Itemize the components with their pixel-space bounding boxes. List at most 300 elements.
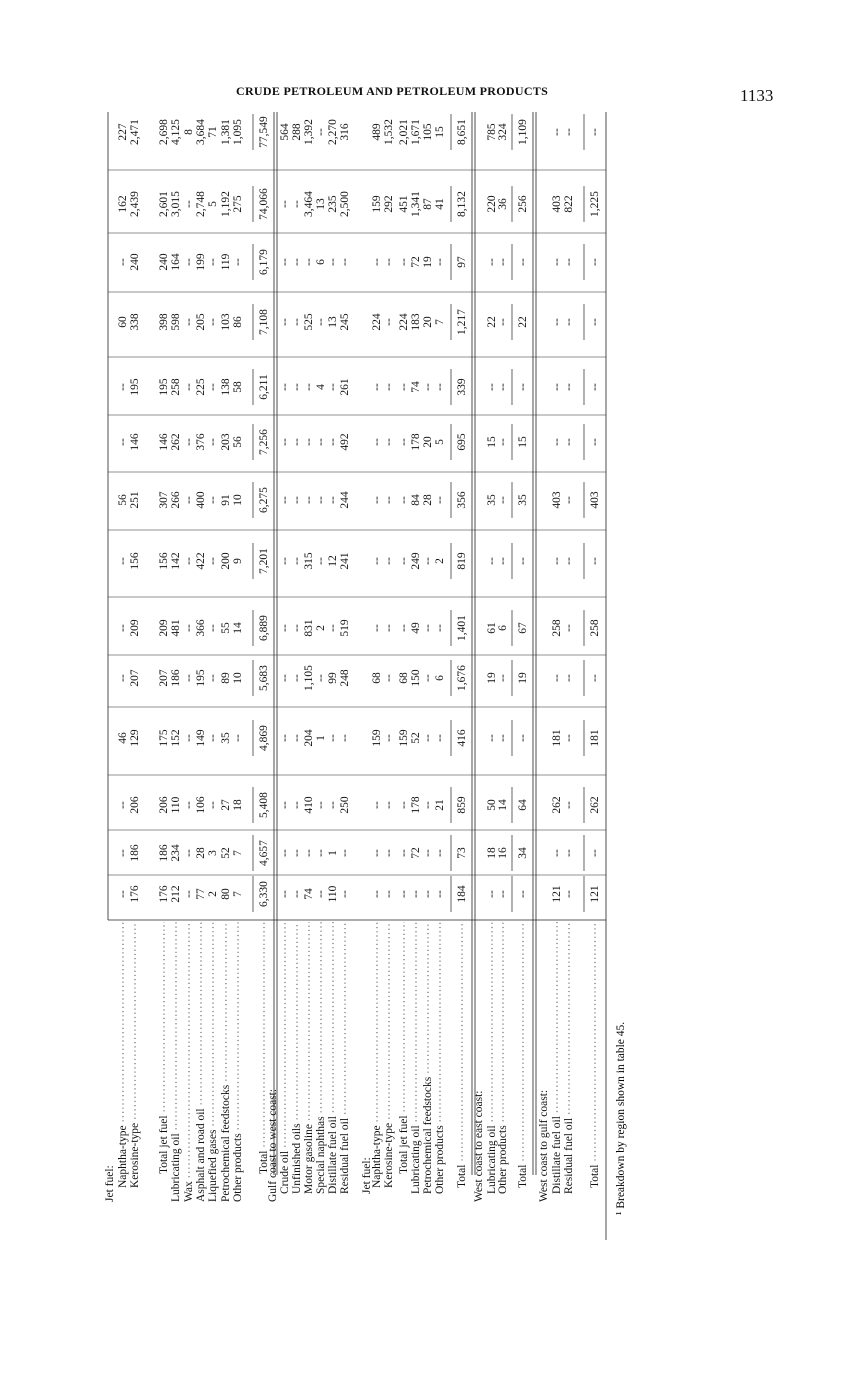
table-cell: 142 bbox=[170, 552, 182, 570]
table-cell: -- bbox=[315, 674, 327, 682]
table-cell: 146 bbox=[158, 433, 170, 451]
table-cell: 7,256 bbox=[258, 429, 270, 455]
table-cell: -- bbox=[434, 734, 446, 742]
table-cell: 266 bbox=[170, 491, 182, 509]
table-cell: 598 bbox=[170, 313, 182, 331]
table-cell: 15 bbox=[517, 436, 529, 448]
table-cell: 206 bbox=[129, 796, 141, 814]
table-cell: -- bbox=[117, 383, 129, 391]
table-row bbox=[383, 119, 395, 1188]
table-cell: -- bbox=[279, 383, 291, 391]
table-cell: -- bbox=[434, 890, 446, 898]
table-cell: 6 bbox=[315, 259, 327, 265]
table-cell: -- bbox=[303, 383, 315, 391]
row-label: Total bbox=[517, 1164, 529, 1188]
table-cell: -- bbox=[434, 258, 446, 266]
table-cell: -- bbox=[497, 258, 509, 266]
table-cell: -- bbox=[497, 674, 509, 682]
table-cell: -- bbox=[486, 734, 498, 742]
table-row bbox=[422, 123, 434, 1194]
table-cell: -- bbox=[398, 383, 410, 391]
row-label: Total jet fuel bbox=[398, 1115, 410, 1174]
table-row bbox=[512, 114, 529, 1188]
table-cell: 119 bbox=[220, 253, 232, 271]
table-cell: 186 bbox=[129, 844, 141, 862]
table-row bbox=[170, 119, 182, 1202]
table-cell: 35 bbox=[220, 732, 232, 744]
table-cell: 519 bbox=[339, 619, 351, 637]
table-cell: -- bbox=[303, 849, 315, 857]
table-cell: -- bbox=[383, 624, 395, 632]
table-cell: -- bbox=[291, 674, 303, 682]
table-cell: 403 bbox=[551, 491, 563, 509]
table-cell: 2,500 bbox=[339, 191, 351, 217]
table-cell: -- bbox=[486, 557, 498, 565]
table-cell: 121 bbox=[551, 885, 563, 903]
table-cell: 99 bbox=[327, 672, 339, 684]
row-label: Jet fuel: bbox=[104, 1165, 116, 1202]
table-cell: 489 bbox=[371, 123, 383, 141]
table-cell: 256 bbox=[517, 195, 529, 213]
table-cell: 2,021 bbox=[398, 119, 410, 145]
table-cell: -- bbox=[398, 438, 410, 446]
table-cell: 481 bbox=[170, 619, 182, 637]
table-cell: -- bbox=[117, 438, 129, 446]
table-cell: -- bbox=[183, 849, 195, 857]
table-cell: -- bbox=[291, 849, 303, 857]
table-cell: -- bbox=[371, 849, 383, 857]
table-cell: 181 bbox=[551, 729, 563, 747]
row-label: Special naphthas bbox=[315, 1116, 327, 1194]
table-cell: 2 bbox=[207, 891, 219, 897]
table-cell: -- bbox=[371, 496, 383, 504]
table-cell: -- bbox=[589, 383, 601, 391]
table-cell: 398 bbox=[158, 313, 170, 331]
table-cell: 6 bbox=[434, 675, 446, 681]
table-cell: -- bbox=[517, 557, 529, 565]
table-cell: 19 bbox=[486, 672, 498, 684]
table-cell: -- bbox=[207, 674, 219, 682]
table-cell: 1 bbox=[327, 850, 339, 856]
table-cell: 41 bbox=[434, 198, 446, 210]
table-cell: -- bbox=[327, 624, 339, 632]
table-cell: 56 bbox=[117, 494, 129, 506]
row-label: Naphtha-type bbox=[117, 1125, 129, 1188]
table-cell: -- bbox=[183, 890, 195, 898]
table-cell: 2 bbox=[315, 625, 327, 631]
table-cell: 15 bbox=[434, 126, 446, 138]
table-cell: 206 bbox=[158, 796, 170, 814]
table-cell: -- bbox=[183, 496, 195, 504]
table-cell: 1,381 bbox=[220, 119, 232, 145]
table-cell: -- bbox=[207, 734, 219, 742]
table-cell: 68 bbox=[371, 672, 383, 684]
table-cell: 207 bbox=[158, 669, 170, 687]
table-cell: -- bbox=[371, 890, 383, 898]
table-cell: 52 bbox=[410, 732, 422, 744]
table-cell: 1,392 bbox=[303, 119, 315, 145]
table-cell: 859 bbox=[456, 796, 468, 814]
table-cell: -- bbox=[279, 200, 291, 208]
table-cell: -- bbox=[291, 438, 303, 446]
table-cell: 72 bbox=[410, 256, 422, 268]
table-row bbox=[551, 128, 563, 1194]
table-cell: -- bbox=[383, 496, 395, 504]
table-cell: -- bbox=[315, 438, 327, 446]
table-cell: 13 bbox=[327, 316, 339, 328]
table-cell: -- bbox=[339, 849, 351, 857]
table-cell: -- bbox=[398, 496, 410, 504]
table-cell: 71 bbox=[207, 126, 219, 138]
table-cell: -- bbox=[589, 438, 601, 446]
table-cell: -- bbox=[291, 200, 303, 208]
table-cell: -- bbox=[398, 801, 410, 809]
table-cell: 1,109 bbox=[517, 119, 529, 145]
table-cell: 2,471 bbox=[129, 119, 141, 145]
table-cell: -- bbox=[563, 624, 575, 632]
table-cell: -- bbox=[589, 318, 601, 326]
table-cell: 7,201 bbox=[258, 548, 270, 574]
table-cell: 209 bbox=[158, 619, 170, 637]
table-cell: 199 bbox=[195, 253, 207, 271]
table-cell: 14 bbox=[232, 622, 244, 634]
table-cell: -- bbox=[291, 734, 303, 742]
row-label: Unfinished oils bbox=[291, 1123, 303, 1194]
table-cell: 18 bbox=[486, 847, 498, 859]
table-cell: 162 bbox=[117, 195, 129, 213]
table-cell: 164 bbox=[170, 253, 182, 271]
table-cell: -- bbox=[315, 318, 327, 326]
table-cell: 338 bbox=[129, 313, 141, 331]
table-cell: -- bbox=[303, 258, 315, 266]
table-cell: 249 bbox=[410, 552, 422, 570]
row-label: Distillate fuel oil bbox=[551, 1116, 563, 1194]
table-cell: 18 bbox=[232, 799, 244, 811]
table-row bbox=[195, 119, 207, 1202]
table-cell: 525 bbox=[303, 313, 315, 331]
table-cell: -- bbox=[589, 557, 601, 565]
table-cell: -- bbox=[117, 674, 129, 682]
table-cell: -- bbox=[117, 801, 129, 809]
table-row bbox=[486, 123, 498, 1194]
table-cell: -- bbox=[434, 496, 446, 504]
table-cell: 6,211 bbox=[258, 374, 270, 400]
table-cell: -- bbox=[207, 557, 219, 565]
table-cell: -- bbox=[551, 557, 563, 565]
table-cell: 3,464 bbox=[303, 191, 315, 217]
table-cell: -- bbox=[279, 624, 291, 632]
table-cell: -- bbox=[398, 849, 410, 857]
table-cell: 64 bbox=[517, 799, 529, 811]
table-cell: 10 bbox=[232, 494, 244, 506]
table-cell: 159 bbox=[371, 729, 383, 747]
table-cell: 6 bbox=[497, 625, 509, 631]
table-cell: 307 bbox=[158, 491, 170, 509]
table-cell: 103 bbox=[220, 313, 232, 331]
table-row bbox=[291, 123, 303, 1194]
table-cell: -- bbox=[327, 383, 339, 391]
table-cell: -- bbox=[207, 801, 219, 809]
table-cell: -- bbox=[117, 624, 129, 632]
table-cell: 205 bbox=[195, 313, 207, 331]
row-label: Other products bbox=[434, 1125, 446, 1194]
table-row bbox=[207, 126, 219, 1202]
row-label: Kerosine-type bbox=[383, 1122, 395, 1188]
row-label: Lubricating oil bbox=[410, 1125, 422, 1194]
table-cell: 403 bbox=[589, 491, 601, 509]
table-cell: -- bbox=[315, 128, 327, 136]
table-cell: 2,748 bbox=[195, 191, 207, 217]
table-cell: 376 bbox=[195, 433, 207, 451]
table-cell: 46 bbox=[117, 732, 129, 744]
row-label: Lubricating oil bbox=[486, 1125, 498, 1194]
table-cell: 87 bbox=[422, 198, 434, 210]
table-cell: 695 bbox=[456, 433, 468, 451]
table-cell: 129 bbox=[129, 729, 141, 747]
table-cell: 209 bbox=[129, 619, 141, 637]
table-cell: 19 bbox=[422, 256, 434, 268]
table-cell: 60 bbox=[117, 316, 129, 328]
row-label: Jet fuel: bbox=[361, 1157, 373, 1194]
row-label: Naphtha-type bbox=[371, 1125, 383, 1188]
table-cell: -- bbox=[383, 258, 395, 266]
table-cell: 74,066 bbox=[258, 188, 270, 220]
table-cell: 21 bbox=[434, 799, 446, 811]
table-cell: 181 bbox=[589, 729, 601, 747]
table-cell: -- bbox=[327, 438, 339, 446]
table-cell: 1,105 bbox=[303, 665, 315, 691]
table-cell: 292 bbox=[383, 195, 395, 213]
table-cell: -- bbox=[232, 734, 244, 742]
table-cell: 156 bbox=[129, 552, 141, 570]
table-cell: -- bbox=[563, 383, 575, 391]
table-cell: 1 bbox=[315, 735, 327, 741]
table-cell: -- bbox=[563, 890, 575, 898]
table-cell: 200 bbox=[220, 552, 232, 570]
table-cell: -- bbox=[398, 890, 410, 898]
table-cell: 89 bbox=[220, 672, 232, 684]
table-cell: 35 bbox=[517, 494, 529, 506]
table-cell: 224 bbox=[398, 313, 410, 331]
table-cell: 224 bbox=[371, 313, 383, 331]
table-cell: 73 bbox=[456, 847, 468, 859]
table-cell: 12 bbox=[327, 555, 339, 567]
table-cell: 146 bbox=[129, 433, 141, 451]
table-cell: -- bbox=[434, 849, 446, 857]
table-cell: 3 bbox=[207, 850, 219, 856]
table-cell: 74 bbox=[303, 888, 315, 900]
table-cell: 77 bbox=[195, 888, 207, 900]
table-row bbox=[117, 123, 129, 1188]
table-row bbox=[232, 119, 244, 1202]
table-row bbox=[497, 123, 509, 1194]
table-cell: 67 bbox=[517, 622, 529, 634]
row-label: Other products bbox=[497, 1125, 509, 1194]
table-cell: -- bbox=[551, 128, 563, 136]
table-cell: 195 bbox=[129, 378, 141, 396]
table-cell: 1,532 bbox=[383, 119, 395, 145]
table-cell: 186 bbox=[158, 844, 170, 862]
table-cell: 22 bbox=[486, 316, 498, 328]
table-cell: -- bbox=[291, 258, 303, 266]
table-row bbox=[158, 119, 170, 1174]
table-cell: 416 bbox=[456, 729, 468, 747]
row-label: Liquefied gases bbox=[207, 1129, 219, 1202]
table-cell: -- bbox=[551, 849, 563, 857]
table-cell: -- bbox=[117, 557, 129, 565]
table-cell: 831 bbox=[303, 619, 315, 637]
footnote: ¹ Breakdown by region shown in table 45. bbox=[615, 1021, 627, 1215]
table-cell: 72 bbox=[410, 847, 422, 859]
table-cell: 366 bbox=[195, 619, 207, 637]
table-cell: 8,651 bbox=[456, 119, 468, 145]
table-cell: 50 bbox=[486, 799, 498, 811]
table-cell: 91 bbox=[220, 494, 232, 506]
table-cell: -- bbox=[303, 496, 315, 504]
table-cell: 400 bbox=[195, 491, 207, 509]
table-cell: -- bbox=[517, 383, 529, 391]
table-cell: -- bbox=[551, 258, 563, 266]
table-row bbox=[183, 129, 195, 1202]
row-label: Wax bbox=[183, 1181, 195, 1202]
table-cell: 410 bbox=[303, 796, 315, 814]
row-label: Kerosine-type bbox=[129, 1122, 141, 1188]
table-cell: -- bbox=[486, 890, 498, 898]
row-label: Total jet fuel bbox=[158, 1115, 170, 1174]
table-row bbox=[129, 119, 141, 1188]
table-cell: -- bbox=[589, 258, 601, 266]
table-cell: -- bbox=[383, 674, 395, 682]
table-row bbox=[584, 114, 601, 1188]
table-cell: 1,341 bbox=[410, 191, 422, 217]
table-cell: 84 bbox=[410, 494, 422, 506]
table-cell: -- bbox=[517, 258, 529, 266]
table-cell: 97 bbox=[456, 256, 468, 268]
table-cell: -- bbox=[291, 318, 303, 326]
table-cell: 5,683 bbox=[258, 665, 270, 691]
table-cell: -- bbox=[279, 674, 291, 682]
table-cell: 244 bbox=[339, 491, 351, 509]
table-cell: 819 bbox=[456, 552, 468, 570]
row-label: Lubricating oil bbox=[170, 1133, 182, 1202]
table-cell: 186 bbox=[170, 669, 182, 687]
table-cell: 2 bbox=[434, 558, 446, 564]
table-cell: 324 bbox=[497, 123, 509, 141]
row-label: Crude oil bbox=[279, 1150, 291, 1194]
table-cell: 86 bbox=[232, 316, 244, 328]
table-cell: -- bbox=[117, 258, 129, 266]
table-cell: 3,015 bbox=[170, 191, 182, 217]
table-cell: 28 bbox=[195, 847, 207, 859]
table-cell: 27 bbox=[220, 799, 232, 811]
table-cell: -- bbox=[327, 801, 339, 809]
table-cell: 1,217 bbox=[456, 309, 468, 335]
table-cell: -- bbox=[422, 890, 434, 898]
table-row bbox=[538, 1090, 550, 1202]
table-cell: 4 bbox=[315, 384, 327, 390]
table-body bbox=[104, 114, 601, 1202]
table-cell: -- bbox=[183, 318, 195, 326]
table-cell: -- bbox=[291, 890, 303, 898]
table-cell: 235 bbox=[327, 195, 339, 213]
table-cell: -- bbox=[410, 890, 422, 898]
table-cell: 316 bbox=[339, 123, 351, 141]
table-cell: 61 bbox=[486, 622, 498, 634]
row-label: Residual fuel oil bbox=[563, 1117, 575, 1194]
table-cell: -- bbox=[183, 438, 195, 446]
table-cell: 36 bbox=[497, 198, 509, 210]
table-cell: 212 bbox=[170, 885, 182, 903]
table-row bbox=[434, 126, 446, 1194]
table-cell: 178 bbox=[410, 433, 422, 451]
table-cell: 4,125 bbox=[170, 119, 182, 145]
table-cell: 258 bbox=[551, 619, 563, 637]
table-cell: 6,179 bbox=[258, 249, 270, 275]
table-cell: 203 bbox=[220, 433, 232, 451]
table-cell: 6,275 bbox=[258, 487, 270, 513]
table-cell: -- bbox=[486, 258, 498, 266]
row-label: Total bbox=[456, 1164, 468, 1188]
table-cell: -- bbox=[291, 624, 303, 632]
table-cell: -- bbox=[398, 557, 410, 565]
table-cell: 240 bbox=[158, 253, 170, 271]
table-cell: 8,132 bbox=[456, 191, 468, 217]
table-cell: 204 bbox=[303, 729, 315, 747]
table-cell: -- bbox=[383, 318, 395, 326]
table-cell: -- bbox=[117, 890, 129, 898]
table-cell: 56 bbox=[232, 436, 244, 448]
row-label: Petrochemical feedstocks bbox=[220, 1084, 232, 1202]
table-cell: 1,676 bbox=[456, 665, 468, 691]
table-cell: 7 bbox=[232, 850, 244, 856]
table-cell: 20 bbox=[422, 436, 434, 448]
table-cell: 176 bbox=[129, 885, 141, 903]
table-cell: 248 bbox=[339, 669, 351, 687]
table-cell: 5 bbox=[434, 439, 446, 445]
table-cell: -- bbox=[434, 383, 446, 391]
page-number: 1133 bbox=[740, 86, 774, 105]
table-cell: 16 bbox=[497, 847, 509, 859]
table-cell: -- bbox=[183, 734, 195, 742]
table-cell: -- bbox=[315, 557, 327, 565]
table-cell: -- bbox=[207, 496, 219, 504]
table-cell: -- bbox=[207, 438, 219, 446]
table-cell: 251 bbox=[129, 491, 141, 509]
table-cell: 451 bbox=[398, 195, 410, 213]
table-row bbox=[398, 119, 410, 1174]
table-cell: -- bbox=[563, 801, 575, 809]
table-cell: -- bbox=[279, 801, 291, 809]
table-row bbox=[339, 123, 351, 1194]
table-cell: 159 bbox=[371, 195, 383, 213]
table-cell: -- bbox=[551, 383, 563, 391]
table-row bbox=[315, 128, 327, 1194]
table-cell: 245 bbox=[339, 313, 351, 331]
table-cell: -- bbox=[563, 258, 575, 266]
table-cell: 106 bbox=[195, 796, 207, 814]
table-cell: -- bbox=[517, 734, 529, 742]
table-cell: 110 bbox=[327, 885, 339, 903]
table-cell: -- bbox=[327, 734, 339, 742]
table-cell: 175 bbox=[158, 729, 170, 747]
table-cell: 2,698 bbox=[158, 119, 170, 145]
table-cell: 3,684 bbox=[195, 119, 207, 145]
table-cell: -- bbox=[291, 383, 303, 391]
table-cell: -- bbox=[371, 383, 383, 391]
table-cell: 315 bbox=[303, 552, 315, 570]
table-cell: -- bbox=[183, 258, 195, 266]
table-cell: 403 bbox=[551, 195, 563, 213]
